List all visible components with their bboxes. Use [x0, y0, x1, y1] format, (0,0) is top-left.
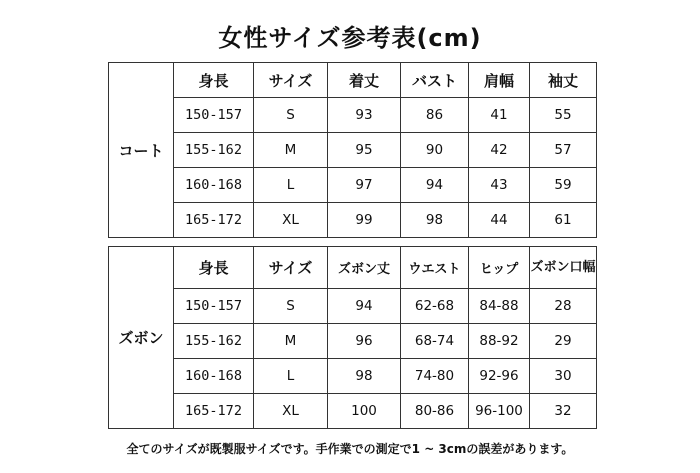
cell-sleeve: 57 — [530, 133, 597, 168]
cell-size: M — [254, 324, 328, 359]
cell-length: 93 — [328, 98, 401, 133]
header-length: 着丈 — [328, 63, 401, 98]
header-hip: ヒップ — [469, 247, 530, 289]
cell-length: 97 — [328, 168, 401, 203]
cell-hem-width: 29 — [530, 324, 597, 359]
cell-hem-width: 28 — [530, 289, 597, 324]
cell-waist: 68-74 — [401, 324, 469, 359]
cell-bust: 86 — [401, 98, 469, 133]
header-sleeve: 袖丈 — [530, 63, 597, 98]
cell-sleeve: 55 — [530, 98, 597, 133]
page-title: 女性サイズ参考表(cm) — [218, 24, 482, 52]
cell-height: 165-172 — [174, 203, 254, 238]
table-row — [109, 133, 597, 168]
cell-sleeve: 59 — [530, 168, 597, 203]
table-row — [109, 324, 597, 359]
cell-pants-length: 98 — [328, 359, 401, 394]
cell-size: XL — [254, 203, 328, 238]
table-header-row — [109, 63, 597, 98]
cell-hip: 88-92 — [469, 324, 530, 359]
cell-pants-length: 100 — [328, 394, 401, 429]
cell-sleeve: 61 — [530, 203, 597, 238]
coat-size-table — [108, 62, 597, 238]
cell-shoulder: 44 — [469, 203, 530, 238]
cell-hem-width: 30 — [530, 359, 597, 394]
header-height: 身長 — [174, 247, 254, 289]
cell-height: 160-168 — [174, 168, 254, 203]
cell-height: 165-172 — [174, 394, 254, 429]
header-size: サイズ — [254, 63, 328, 98]
header-bust: バスト — [401, 63, 469, 98]
table-row — [109, 203, 597, 238]
cell-height: 150-157 — [174, 98, 254, 133]
header-height: 身長 — [174, 63, 254, 98]
cell-hip: 92-96 — [469, 359, 530, 394]
cell-shoulder: 43 — [469, 168, 530, 203]
cell-height: 155-162 — [174, 133, 254, 168]
table-row — [109, 98, 597, 133]
cell-length: 95 — [328, 133, 401, 168]
cell-size: XL — [254, 394, 328, 429]
cell-size: S — [254, 289, 328, 324]
cell-hem-width: 32 — [530, 394, 597, 429]
cell-length: 99 — [328, 203, 401, 238]
table-row — [109, 289, 597, 324]
header-pants-length: ズボン丈 — [328, 247, 401, 289]
cell-height: 160-168 — [174, 359, 254, 394]
header-hem-width: ズボン口幅 — [530, 247, 597, 289]
table-header-row — [109, 247, 597, 289]
header-size: サイズ — [254, 247, 328, 289]
cell-size: M — [254, 133, 328, 168]
header-shoulder: 肩幅 — [469, 63, 530, 98]
cell-bust: 94 — [401, 168, 469, 203]
cell-waist: 62-68 — [401, 289, 469, 324]
table-row — [109, 168, 597, 203]
cell-waist: 74-80 — [401, 359, 469, 394]
header-waist: ウエスト — [401, 247, 469, 289]
cell-size: L — [254, 168, 328, 203]
measurement-note: 全てのサイズが既製服サイズです。手作業での測定で1 ~ 3cmの誤差があります。 — [126, 442, 574, 456]
cell-height: 150-157 — [174, 289, 254, 324]
pants-size-table — [108, 246, 597, 429]
table-row — [109, 359, 597, 394]
cell-hip: 96-100 — [469, 394, 530, 429]
cell-waist: 80-86 — [401, 394, 469, 429]
cell-height: 155-162 — [174, 324, 254, 359]
cell-size: L — [254, 359, 328, 394]
cell-pants-length: 96 — [328, 324, 401, 359]
cell-shoulder: 41 — [469, 98, 530, 133]
cell-pants-length: 94 — [328, 289, 401, 324]
cell-hip: 84-88 — [469, 289, 530, 324]
cell-shoulder: 42 — [469, 133, 530, 168]
category-label: コート — [109, 63, 174, 238]
cell-bust: 90 — [401, 133, 469, 168]
cell-size: S — [254, 98, 328, 133]
table-row — [109, 394, 597, 429]
cell-bust: 98 — [401, 203, 469, 238]
category-label: ズボン — [109, 247, 174, 429]
